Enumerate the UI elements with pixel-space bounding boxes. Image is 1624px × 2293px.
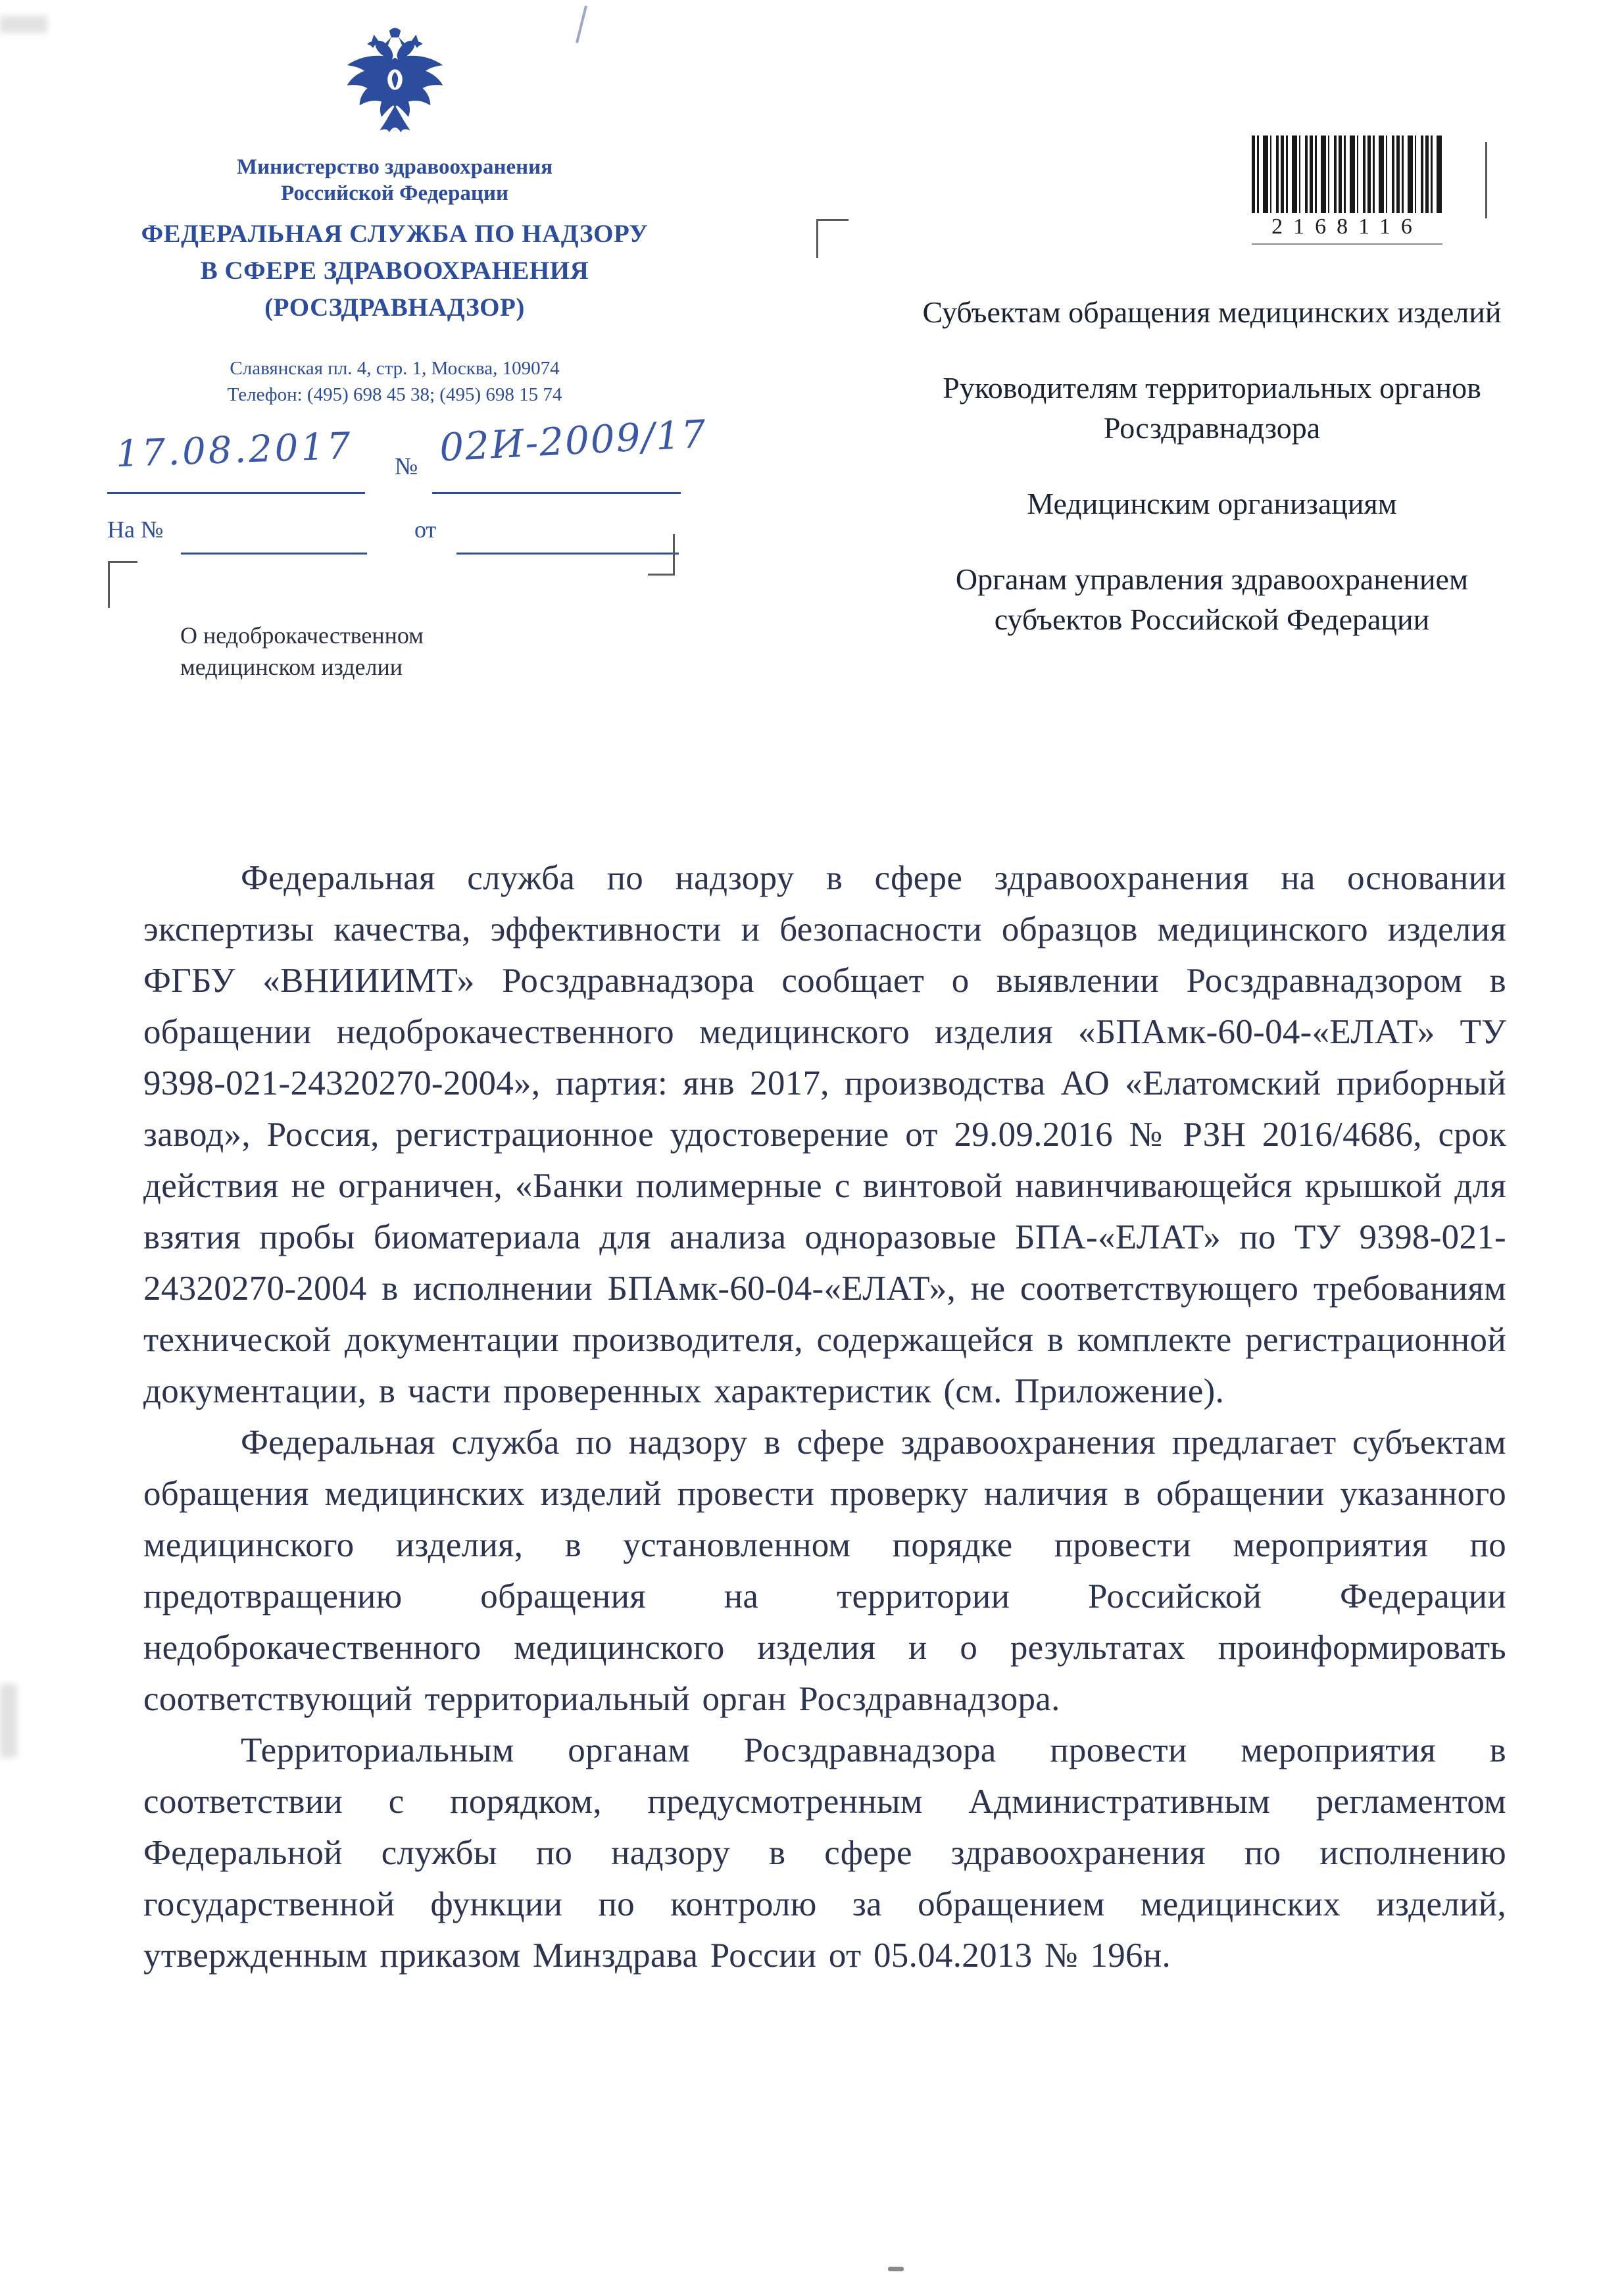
postal-address: Славянская пл. 4, стр. 1, Москва, 109074	[230, 358, 560, 379]
address-zone-corner-mark	[816, 219, 849, 258]
recipient-item: Органам управления здравоохранением субъектов Российской Федерации	[955, 562, 1469, 636]
reply-number-underline	[181, 553, 367, 555]
subject-zone-corner-mark	[108, 561, 137, 608]
scan-artifact	[0, 16, 47, 33]
reference-zone-corner-mark	[648, 534, 675, 576]
phone-numbers: Телефон: (495) 698 45 38; (495) 698 15 74	[227, 384, 562, 405]
body-paragraph-1: Федеральная служба по надзору в сфере здравоохранения на основании экспертизы качества, эффективности и безопасности образцов медицинского изделия ФГБУ «ВНИИИМТ» Росздравнадзора сообщает о выявлении Росздравнадзором в обращении недоброкачественного медицинского изделия «БПАмк-60-04-«ЕЛАТ» ТУ 9398-021-24320270-2004», партия: янв 2017, производства АО «Елатомский приборный завод», Россия, регистрационное удостоверение от 29.09.2016 № РЗН 2016/4686, срок действия не ограничен, «Банки полимерные с винтовой навинчивающейся крышкой для взятия пробы биоматериала для анализа одноразовые БПА-«ЕЛАТ» по ТУ 9398-021-24320270-2004 в исполнении БПАмк-60-04-«ЕЛАТ», не соответствующего требованиям технической документации производителя, содержащейся в комплекте регистрационной документации, в части проверенных характеристик (см. Приложение).	[143, 859, 1506, 1410]
body-paragraph-3: Территориальным органам Росздравнадзора провести мероприятия в соответствии с порядком, предусмотренным Административным регламентом Федеральной службы по надзору в сфере здравоохранения по исполнению государственной функции по контролю за обращением медицинских изделий, утвержденным приказом Минздрава России от 05.04.2013 № 196н.	[143, 1731, 1506, 1975]
number-underline	[432, 492, 681, 494]
handwritten-date: 17.08.2017	[114, 424, 354, 476]
service-name-line1: ФЕДЕРАЛЬНАЯ СЛУЖБА ПО НАДЗОРУ	[141, 220, 649, 248]
letter-subject	[180, 620, 549, 683]
barcode	[1252, 136, 1442, 245]
scan-artifact	[0, 1684, 17, 1758]
service-name-line2: В СФЕРЕ ЗДРАВООХРАНЕНИЯ	[200, 257, 589, 285]
letterhead	[99, 25, 691, 408]
number-sign: №	[395, 453, 418, 480]
recipient-item: Субъектам обращения медицинских изделий	[922, 295, 1502, 329]
handwritten-outgoing-number: 02И-2009/17	[438, 411, 708, 470]
recipients-block	[911, 292, 1513, 675]
reply-date-label: от	[414, 516, 437, 543]
subject-line2: медицинском изделии	[180, 654, 403, 680]
barcode-bars	[1252, 136, 1442, 213]
scan-artifact	[1485, 142, 1487, 218]
ministry-name-line1: Министерство здравоохранения	[236, 155, 553, 179]
service-name-line3: (РОСЗДРАВНАДЗОР)	[264, 293, 525, 322]
scan-artifact	[888, 2267, 904, 2271]
letter-body	[143, 852, 1506, 1981]
reply-to-number-label: На №	[107, 516, 164, 543]
ministry-name-line2: Российской Федерации	[281, 182, 508, 205]
coat-of-arms-icon	[99, 25, 691, 154]
subject-line1: О недоброкачественном	[180, 622, 424, 649]
date-underline	[107, 492, 365, 494]
body-paragraph-2: Федеральная служба по надзору в сфере здравоохранения предлагает субъектам обращения медицинских изделий провести проверку наличия в обращении указанного медицинского изделия, в установленном порядке провести мероприятия по предотвращению обращения на территории Российской Федерации недоброкачественного медицинского изделия и о результатах проинформировать соответствующий территориальный орган Росздравнадзора.	[143, 1423, 1506, 1718]
recipient-item: Руководителям территориальных органов Росздравнадзора	[943, 371, 1481, 445]
reply-date-underline	[456, 553, 679, 555]
recipient-item: Медицинским организациям	[1027, 487, 1397, 520]
barcode-number: 2168116	[1252, 214, 1442, 245]
